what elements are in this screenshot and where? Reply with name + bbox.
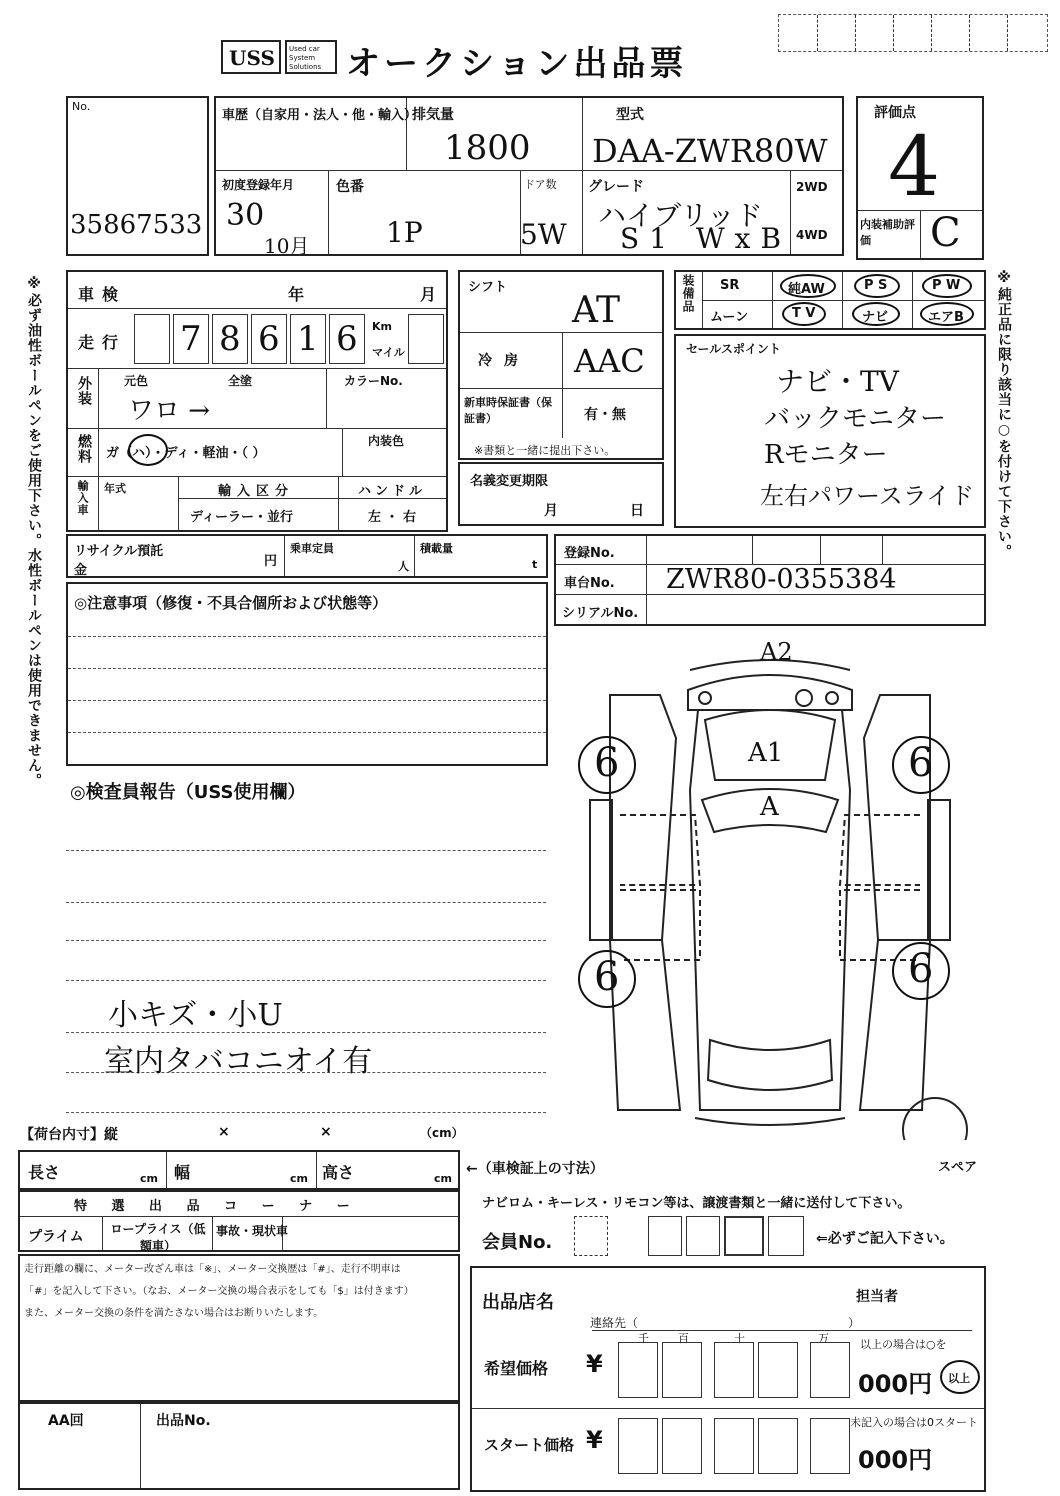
- lot-no-label: No.: [72, 100, 91, 113]
- serial-label: シリアルNo.: [562, 606, 639, 621]
- mileage-label: 走行: [78, 333, 127, 352]
- left-vertical-note: ※必ず油性ボールペンをご使用下さい。水性ボールペンは使用できません。: [26, 276, 42, 788]
- car-diagram: [570, 640, 970, 1140]
- uss-logo: [221, 40, 281, 74]
- tire-front-left: 6: [578, 736, 636, 794]
- recycle-yen: 円: [264, 554, 278, 569]
- sales-point-block: [674, 334, 986, 528]
- registration-block: [554, 534, 986, 626]
- exhibitor-label: 出品店名: [482, 1292, 554, 1313]
- shift-block: [458, 270, 664, 460]
- doors-label: ドア数: [524, 178, 557, 191]
- sales-point-label: セールスポイント: [686, 342, 781, 356]
- spare-label: スペア: [938, 1160, 978, 1175]
- cargo-x1: ×: [218, 1124, 230, 1140]
- equipment-right-note: ※純正品に限り該当に○を付けて下さい。: [996, 270, 1012, 559]
- caution-block: [66, 582, 548, 766]
- vehicle-info-box: [214, 96, 844, 256]
- member-label: 会員No.: [482, 1232, 553, 1253]
- first-reg-month: 10月: [264, 234, 310, 258]
- start-price-boxes: [618, 1418, 850, 1474]
- shaken-year-label: 年: [288, 285, 305, 304]
- import-div-value: ディーラー・並行: [190, 510, 293, 525]
- equip-pw: P W: [932, 278, 961, 293]
- ac-value: AAC: [574, 342, 645, 380]
- circle-aw: [780, 274, 836, 298]
- special-corner-block: [18, 1190, 460, 1252]
- recycle-label: リサイクル預託金: [74, 544, 164, 578]
- uss-logo-sub: [285, 40, 337, 74]
- width-label: 幅: [174, 1163, 191, 1182]
- equip-sr: SR: [720, 278, 740, 293]
- load-ton: t: [532, 558, 538, 571]
- circle-airbag: [920, 302, 974, 326]
- sales-point-1: ナビ・TV: [776, 365, 899, 398]
- handwritten-note-1: 小キズ・小U: [108, 998, 283, 1033]
- length-cm: cm: [140, 1172, 158, 1185]
- sales-point-2: バックモニター: [764, 404, 947, 434]
- caution-label: ◎注意事項（修復・不具合個所および状態等）: [74, 594, 388, 612]
- km-label: Km: [372, 320, 392, 333]
- equip-moon: ムーン: [710, 310, 749, 325]
- model-value: DAA-ZWR80W: [592, 132, 828, 170]
- digit-label-4: 万: [818, 1332, 829, 1345]
- desired-price-label: 希望価格: [484, 1359, 549, 1378]
- staff-label: 担当者: [856, 1289, 898, 1305]
- name-change-day: 日: [630, 503, 644, 519]
- digit-label-2: 百: [678, 1332, 689, 1345]
- manual-label: 新車時保証書（保証書）: [464, 396, 552, 425]
- digit-label-3: 十: [734, 1332, 745, 1345]
- displacement-label: 排気量: [412, 107, 454, 123]
- fuel-label: 燃料: [76, 434, 92, 464]
- desired-thousand: 000円: [858, 1370, 933, 1398]
- equip-airbag: エアB: [928, 310, 964, 325]
- interior-score-label: 内装補助評価: [860, 218, 915, 247]
- first-reg-year: 30: [226, 198, 265, 233]
- cargo-label: 【荷台内寸】縦: [20, 1127, 118, 1143]
- over-circle: 以上: [940, 1360, 980, 1394]
- doors-value: 5W: [520, 218, 567, 251]
- contact-label: 連絡先（: [590, 1316, 639, 1330]
- special-corner-label: 特 選 出 品 コ ー ナ ー: [74, 1199, 360, 1214]
- member-no-boxes: [574, 1216, 806, 1256]
- name-change-label: 名義変更期限: [470, 474, 549, 489]
- desired-note: 以上の場合は○を: [860, 1338, 947, 1351]
- mile-label: マイル: [372, 346, 405, 359]
- member-note: ⇐必ずご記入下さい。: [816, 1231, 954, 1247]
- width-cm: cm: [290, 1172, 308, 1185]
- dimensions-row: [18, 1150, 460, 1190]
- handle-value: 左 ・ 右: [368, 510, 417, 525]
- fuel-value: ガ（ハ）・ディ・軽油・（ ）: [106, 446, 266, 461]
- first-reg-label: 初度登録年月: [222, 178, 295, 192]
- equip-aw: 純AW: [788, 282, 825, 297]
- top-right-boxes: [778, 14, 1048, 52]
- equipment-label: 装備品: [681, 274, 695, 313]
- capacity-person: 人: [398, 560, 409, 573]
- manual-value: 有・無: [584, 407, 626, 423]
- circle-ps: [854, 274, 900, 298]
- start-note: 未記入の場合は0スタート: [850, 1416, 978, 1429]
- shaken-label: 車検: [78, 285, 127, 304]
- desired-yen: ¥: [586, 1350, 603, 1378]
- uss-logo-sub-text: Used car System Solutions: [289, 45, 322, 71]
- grade-line1: ハイブリッド: [598, 199, 763, 232]
- shaken-month-label: 月: [420, 285, 437, 304]
- inspector-label: ◎検査員報告（USS使用欄）: [70, 782, 306, 803]
- cargo-cm: （cm）: [420, 1126, 464, 1140]
- start-thousand: 000円: [858, 1446, 933, 1474]
- meter-note-3: また、メーター交換の条件を満たさない場合はお断りいたします。: [24, 1308, 324, 1319]
- displacement-value: 1800: [444, 128, 531, 168]
- price-block: [470, 1266, 986, 1492]
- mileage-digits: 7 8 6 1 6: [134, 314, 368, 364]
- cargo-x2: ×: [320, 1124, 332, 1140]
- height-cm: cm: [434, 1172, 452, 1185]
- recycle-block: [66, 534, 548, 578]
- capacity-label: 乗車定員: [290, 542, 334, 555]
- accident-label: 事故・現状車: [216, 1224, 289, 1238]
- ac-label: 冷房: [478, 353, 530, 369]
- all-paint-label: 全塗: [228, 374, 253, 388]
- tire-front-right: 6: [892, 736, 950, 794]
- damage-mark-roof: A1: [748, 738, 784, 768]
- sales-point-3: Rモニター: [764, 440, 888, 470]
- meter-note-2: 「#」を記入して下さい。（なお、メーター交換の場合表示をしても「$」は付きます）: [24, 1286, 414, 1297]
- length-label: 長さ: [28, 1163, 61, 1182]
- shaken-dimension-label: ←（車検証上の寸法）: [466, 1161, 604, 1177]
- score-box: [856, 96, 984, 260]
- name-change-block: [458, 462, 664, 526]
- history-label: 車歴（自家用・法人・他・輸入）: [222, 108, 418, 123]
- equipment-block: [674, 270, 986, 330]
- tire-rear-left: 6: [578, 950, 636, 1008]
- sales-point-4: 左右パワースライド: [760, 482, 975, 510]
- equip-navi: ナビ: [862, 310, 889, 325]
- manual-note: ※書類と一緒に提出下さい。: [474, 444, 616, 457]
- uss-logo-text: USS: [229, 46, 275, 70]
- meter-note-1: 走行距離の欄に、メーター改ざん車は「※」、メーター交換歴は「#」、走行不明車は: [24, 1264, 401, 1275]
- tire-rear-right: 6: [892, 942, 950, 1000]
- drive-2wd: 2WD: [796, 180, 828, 194]
- start-yen: ¥: [586, 1426, 603, 1454]
- name-change-month: 月: [544, 503, 558, 519]
- circle-pw: [922, 274, 972, 298]
- equip-tv: T V: [792, 306, 816, 321]
- exterior-label: 外装: [76, 376, 92, 406]
- grade-line2: S1 WxB: [620, 222, 792, 255]
- drive-4wd: 4WD: [796, 228, 828, 242]
- grade-label: グレード: [588, 179, 644, 195]
- reg-no-label: 登録No.: [564, 546, 615, 561]
- aa-label: AA回: [48, 1413, 84, 1429]
- interior-color-label: 内装色: [368, 434, 405, 448]
- meter-note-block: [18, 1254, 460, 1402]
- fuel-circle-mark: [128, 434, 168, 466]
- lot-number-box: [66, 96, 209, 256]
- load-label: 積載量: [420, 542, 453, 555]
- height-label: 高さ: [322, 1163, 355, 1182]
- score-value: 4: [888, 120, 941, 215]
- interior-score-value: C: [930, 210, 961, 256]
- import-year-label: 年式: [104, 482, 126, 495]
- exhibit-no-label: 出品No.: [156, 1413, 211, 1429]
- original-color-label: 元色: [124, 374, 149, 388]
- color-no-value: 1P: [386, 216, 423, 249]
- start-price-label: スタート価格: [484, 1436, 575, 1454]
- exterior-value: ワロ →: [128, 396, 211, 426]
- lot-number: 35867533: [70, 210, 203, 240]
- digit-label-1: 千: [638, 1332, 649, 1345]
- navi-note: ナビロム・キーレス・リモコン等は、譲渡書類と一緒に送付して下さい。: [482, 1196, 911, 1211]
- form-title: オークション出品票: [346, 44, 688, 84]
- damage-mark-windshield: A: [760, 792, 779, 822]
- import-div-label: 輸入区分: [218, 484, 295, 499]
- circle-tv: [782, 302, 826, 326]
- import-label: 輸入車: [76, 480, 89, 516]
- shift-label: シフト: [468, 280, 508, 295]
- damage-mark-top: A2: [760, 638, 793, 666]
- handle-label: ハンドル: [358, 484, 427, 499]
- circle-navi: [852, 302, 900, 326]
- prime-label: プライム: [28, 1229, 84, 1245]
- equip-ps: P S: [864, 278, 888, 293]
- chassis-value: ZWR80-0355384: [666, 564, 897, 595]
- model-label: 型式: [616, 107, 644, 123]
- contact-close: ）: [848, 1316, 861, 1330]
- inspection-block: [66, 270, 448, 532]
- chassis-label: 車台No.: [564, 576, 615, 591]
- shift-value: AT: [572, 290, 621, 331]
- handwritten-note-2: 室内タバコニオイ有: [104, 1044, 373, 1079]
- aa-block: [18, 1402, 460, 1490]
- color-no-label: 色番: [336, 179, 364, 195]
- low-price-label: ロープライス（低額車）: [110, 1222, 206, 1253]
- desired-price-boxes: [618, 1342, 850, 1398]
- score-label: 評価点: [874, 105, 916, 121]
- color-no-field-label: カラーNo.: [344, 374, 403, 388]
